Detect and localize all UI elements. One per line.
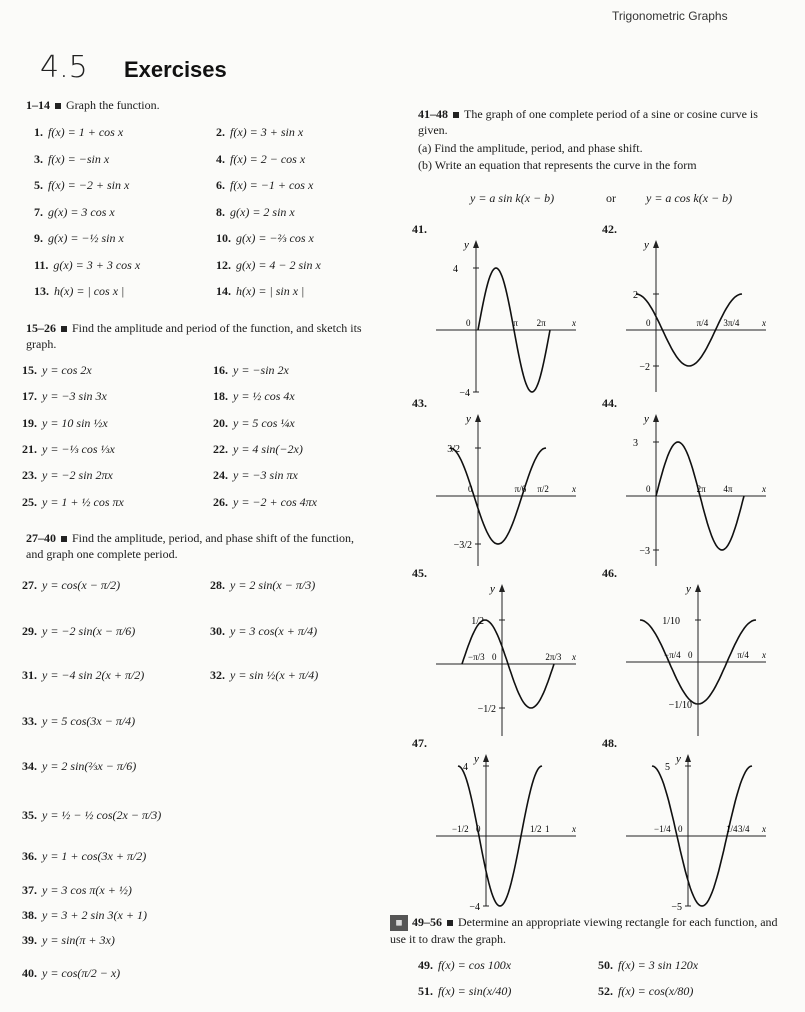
graph-svg [616, 576, 786, 746]
instruction-49-56: ▦ 49–56 Determine an appropriate viewing rectangle for each function, and use it to draw the graph. [390, 915, 778, 947]
x-tick-label: π/6 [514, 484, 527, 494]
instruction-1-14: 1–14 Graph the function. [26, 98, 160, 112]
exercise-item [34, 178, 129, 193]
exercise-number: 9. [34, 231, 43, 245]
exercise-expression: y = cos(x − π/2) [42, 578, 121, 592]
x-tick-label: −1/4 [654, 824, 671, 834]
exercise-item [22, 908, 147, 923]
exercise-item [213, 389, 295, 404]
x-tick-label: 0 [688, 650, 693, 660]
exercise-number: 52. [598, 984, 613, 998]
x-tick-label: x [762, 484, 766, 494]
x-tick-label: 2π [536, 318, 546, 328]
exercise-number: 2. [216, 125, 225, 139]
graph-svg [616, 746, 786, 916]
x-tick-label: 2π/3 [545, 652, 562, 662]
exercise-item [418, 958, 511, 973]
exercise-expression: y = 10 sin ½x [42, 415, 108, 430]
exercise-number: 21. [22, 441, 37, 456]
y-tick-label: 5 [665, 762, 670, 773]
y-axis-label: y [464, 239, 469, 251]
exercise-item [34, 152, 109, 167]
exercise-item [22, 933, 115, 948]
exercise-number: 28. [210, 578, 225, 592]
y-tick-label: −4 [459, 388, 470, 399]
exercise-number: 33. [22, 714, 37, 728]
y-tick-label: 4 [463, 762, 468, 773]
exercise-number: 3. [34, 151, 43, 166]
section-number: 4.5 [40, 50, 88, 85]
exercise-number: 38. [22, 908, 37, 922]
x-tick-label: 3π/4 [723, 318, 740, 328]
exercise-item [598, 984, 693, 999]
x-tick-label: 0 [466, 318, 471, 328]
y-axis-label: y [644, 413, 649, 425]
running-header: Trigonometric Graphs [612, 9, 728, 23]
y-tick-label: 1/10 [662, 616, 680, 627]
x-tick-label: x [572, 824, 576, 834]
exercise-expression: y = ½ − ½ cos(2x − π/3) [42, 808, 162, 822]
exercise-number: 17. [22, 389, 37, 404]
exercise-item [216, 231, 314, 246]
exercise-item [34, 231, 124, 246]
exercise-number: 14. [216, 284, 231, 298]
exercise-expression: y = 3 + 2 sin 3(x + 1) [42, 908, 147, 922]
exercise-expression: y = sin ½(x + π/4) [230, 668, 319, 682]
exercise-expression: g(x) = 4 − 2 sin x [236, 257, 321, 272]
exercise-item [22, 578, 120, 593]
exercise-number: 31. [22, 668, 37, 682]
graph-svg [426, 406, 596, 576]
exercise-item [213, 495, 317, 510]
exercise-number: 13. [34, 284, 49, 298]
graph-number: 48. [602, 736, 617, 750]
exercise-expression: y = 2 sin(x − π/3) [230, 578, 316, 592]
exercise-item [22, 966, 120, 981]
exercise-number: 30. [210, 624, 225, 638]
y-axis-arrow [695, 584, 701, 592]
y-tick-label: −2 [639, 362, 650, 373]
y-axis-arrow [475, 414, 481, 422]
graph-svg [426, 232, 596, 402]
x-tick-label: −π/3 [468, 652, 485, 662]
x-tick-label: 0 [468, 484, 473, 494]
x-tick-label: 0 [492, 652, 497, 662]
x-tick-label: 0 [646, 484, 651, 494]
exercise-expression: g(x) = 3 + 3 cos x [53, 257, 141, 272]
graph-number: 43. [412, 396, 427, 410]
x-tick-label: x [572, 318, 576, 328]
exercise-number: 29. [22, 624, 37, 638]
graph-svg [426, 576, 596, 746]
exercise-expression: g(x) = 3 cos x [48, 204, 115, 219]
exercise-item [22, 759, 136, 774]
exercise-expression: g(x) = −½ sin x [48, 231, 124, 245]
exercise-item [210, 668, 318, 683]
exercise-expression: f(x) = −1 + cos x [230, 178, 314, 192]
exercise-item [22, 495, 124, 510]
y-axis-arrow [473, 240, 479, 248]
exercise-number: 34. [22, 759, 37, 773]
exercise-number: 20. [213, 415, 228, 430]
y-tick-label: −3/2 [453, 540, 472, 551]
exercise-item [213, 442, 303, 457]
x-tick-label: 1 [545, 824, 550, 834]
exercise-expression: g(x) = −⅔ cos x [236, 231, 314, 245]
exercise-item [22, 668, 144, 683]
exercise-expression: y = −4 sin 2(x + π/2) [42, 668, 145, 682]
exercise-expression: y = 5 cos(3x − π/4) [42, 714, 136, 728]
x-tick-label: 0 [476, 824, 481, 834]
exercise-number: 19. [22, 415, 37, 430]
exercise-expression: y = −2 sin(x − π/6) [42, 624, 136, 638]
exercise-item [22, 808, 161, 823]
graph-number: 47. [412, 736, 427, 750]
graph-number: 41. [412, 222, 427, 236]
exercise-expression: y = ½ cos 4x [233, 389, 295, 404]
y-tick-label: 2 [633, 290, 638, 301]
y-tick-label: 4 [453, 264, 458, 275]
exercise-number: 35. [22, 808, 37, 822]
exercise-number: 24. [213, 468, 228, 483]
exercise-item [213, 363, 289, 378]
exercise-item [210, 624, 317, 639]
exercise-expression: y = −⅓ cos ⅓x [42, 441, 115, 456]
y-tick-label: 1/2 [471, 616, 484, 627]
exercise-expression: y = 3 cos π(x + ½) [42, 883, 132, 897]
exercise-item [22, 849, 146, 864]
exercise-item [216, 178, 313, 193]
y-axis-arrow [653, 414, 659, 422]
exercise-item [22, 416, 108, 431]
exercise-expression: f(x) = −sin x [48, 151, 110, 166]
exercise-expression: y = −3 sin πx [233, 468, 298, 483]
exercise-expression: y = 4 sin(−2x) [233, 441, 303, 456]
exercise-expression: f(x) = 3 sin 120x [618, 958, 699, 972]
exercise-item [418, 984, 511, 999]
exercise-number: 32. [210, 668, 225, 682]
exercise-item [216, 258, 321, 273]
y-axis-label: y [644, 239, 649, 251]
exercise-number: 7. [34, 204, 43, 219]
exercise-expression: f(x) = 1 + cos x [48, 125, 124, 139]
exercise-item [22, 883, 132, 898]
y-axis-label: y [490, 583, 495, 595]
x-tick-label: x [762, 650, 766, 660]
exercise-item [22, 624, 135, 639]
exercise-number: 6. [216, 178, 225, 192]
page-title: Exercises [124, 57, 227, 82]
graph-svg [426, 746, 596, 916]
y-tick-label: −1/10 [668, 700, 692, 711]
exercise-number: 40. [22, 966, 37, 980]
form-sin: y = a sin k(x − b) [470, 191, 555, 205]
exercise-number: 1. [34, 125, 43, 139]
exercise-expression: y = −2 + cos 4πx [233, 494, 317, 509]
exercise-expression: f(x) = −2 + sin x [48, 178, 130, 192]
y-axis-label: y [474, 753, 479, 765]
y-axis-arrow [483, 754, 489, 762]
x-tick-label: 2π [696, 484, 706, 494]
exercise-item [216, 125, 303, 140]
exercise-expression: y = cos 2x [42, 363, 92, 377]
y-tick-label: −1/2 [477, 704, 496, 715]
exercise-item [210, 578, 315, 593]
exercise-item [216, 152, 305, 167]
exercise-item [34, 205, 115, 220]
exercise-number: 49. [418, 958, 433, 972]
x-tick-label: π/2 [537, 484, 549, 494]
form-or: or [606, 191, 616, 205]
x-tick-label: π/4 [737, 650, 749, 660]
exercise-item [34, 125, 123, 140]
graph-svg [616, 232, 786, 402]
exercise-number: 39. [22, 933, 37, 947]
x-tick-label: x [762, 824, 766, 834]
graph-number: 46. [602, 566, 617, 580]
instruction-part-a: (a) Find the amplitude, period, and phase shift. [418, 141, 643, 155]
exercise-item [22, 442, 115, 457]
y-axis-label: y [686, 583, 691, 595]
x-tick-label: 1/2 [530, 824, 542, 834]
exercise-expression: y = sin(π + 3x) [42, 933, 115, 947]
exercise-number: 51. [418, 984, 433, 998]
y-tick-label: 3 [633, 438, 638, 449]
y-axis-arrow [685, 754, 691, 762]
exercise-expression: h(x) = | cos x | [54, 284, 125, 298]
exercise-expression: y = 2 sin(⅔x − π/6) [42, 759, 137, 773]
x-tick-label: 4π [723, 484, 733, 494]
x-tick-label: x [762, 318, 766, 328]
exercise-expression: y = 5 cos ¼x [233, 415, 295, 430]
exercise-item [34, 284, 124, 299]
x-tick-label: 0 [646, 318, 651, 328]
graph-svg [616, 406, 786, 576]
x-tick-label: x [572, 652, 576, 662]
exercise-number: 27. [22, 578, 37, 592]
exercise-number: 18. [213, 389, 228, 404]
exercise-item [598, 958, 698, 973]
exercise-item [22, 468, 113, 483]
x-tick-label: −π/4 [664, 650, 681, 660]
exercise-expression: y = 3 cos(x + π/4) [230, 624, 318, 638]
exercise-item [34, 258, 140, 273]
exercise-expression: y = cos(π/2 − x) [42, 966, 121, 980]
graph-number: 45. [412, 566, 427, 580]
exercise-item [22, 389, 107, 404]
graph-number: 44. [602, 396, 617, 410]
x-tick-label: π/4 [696, 318, 709, 328]
exercise-number: 11. [34, 257, 49, 272]
y-tick-label: −5 [671, 902, 682, 913]
x-tick-label: 0 [678, 824, 683, 834]
exercise-number: 8. [216, 204, 225, 219]
exercise-number: 23. [22, 468, 37, 483]
exercise-expression: f(x) = cos 100x [438, 958, 512, 972]
exercise-item [216, 205, 295, 220]
form-cos: y = a cos k(x − b) [646, 191, 733, 205]
exercise-number: 16. [213, 363, 228, 377]
exercise-number: 36. [22, 849, 37, 863]
y-axis-arrow [499, 584, 505, 592]
exercise-item [213, 468, 298, 483]
exercise-expression: f(x) = 2 − cos x [230, 151, 306, 166]
exercise-number: 5. [34, 178, 43, 192]
exercise-number: 25. [22, 494, 37, 509]
exercise-expression: g(x) = 2 sin x [230, 204, 295, 219]
exercise-number: 4. [216, 151, 225, 166]
x-tick-label: −1/2 [452, 824, 469, 834]
exercise-expression: f(x) = 3 + sin x [230, 125, 304, 139]
exercise-expression: y = 1 + ½ cos πx [42, 494, 124, 509]
y-tick-label: −4 [469, 902, 480, 913]
exercise-expression: f(x) = cos(x/80) [618, 984, 694, 998]
exercise-item [216, 284, 304, 299]
exercise-number: 26. [213, 494, 228, 509]
exercise-item [22, 714, 135, 729]
exercise-number: 12. [216, 257, 231, 272]
x-tick-label: 1/4 [726, 824, 738, 834]
exercise-expression: y = −sin 2x [233, 363, 289, 377]
y-axis-label: y [466, 413, 471, 425]
graph-number: 42. [602, 222, 617, 236]
exercise-expression: y = 1 + cos(3x + π/2) [42, 849, 147, 863]
exercise-expression: y = −2 sin 2πx [42, 468, 113, 483]
x-tick-label: π [513, 318, 518, 328]
graphing-calculator-icon: ▦ [390, 915, 408, 931]
exercise-number: 10. [216, 231, 231, 245]
exercise-item [22, 363, 92, 378]
exercise-number: 15. [22, 363, 37, 377]
exercise-expression: h(x) = | sin x | [236, 284, 305, 298]
exercise-item [213, 416, 295, 431]
y-tick-label: 3/2 [447, 444, 460, 455]
exercise-expression: y = −3 sin 3x [42, 389, 107, 404]
instruction-27-40: 27–40 Find the amplitude, period, and phase shift of the function, and graph one complete period. [26, 531, 354, 561]
exercise-number: 22. [213, 441, 228, 456]
x-tick-label: 3/4 [738, 824, 750, 834]
x-tick-label: x [572, 484, 576, 494]
instruction-part-b: (b) Write an equation that represents the curve in the form [418, 158, 697, 172]
exercise-expression: f(x) = sin(x/40) [438, 984, 512, 998]
instruction-41-48: 41–48 The graph of one complete period of a sine or cosine curve is given. [418, 107, 758, 137]
y-axis-arrow [653, 240, 659, 248]
y-axis-label: y [676, 753, 681, 765]
exercise-number: 50. [598, 958, 613, 972]
instruction-15-26: 15–26 Find the amplitude and period of the function, and sketch its graph. [26, 321, 362, 351]
y-tick-label: −3 [639, 546, 650, 557]
exercise-number: 37. [22, 883, 37, 897]
